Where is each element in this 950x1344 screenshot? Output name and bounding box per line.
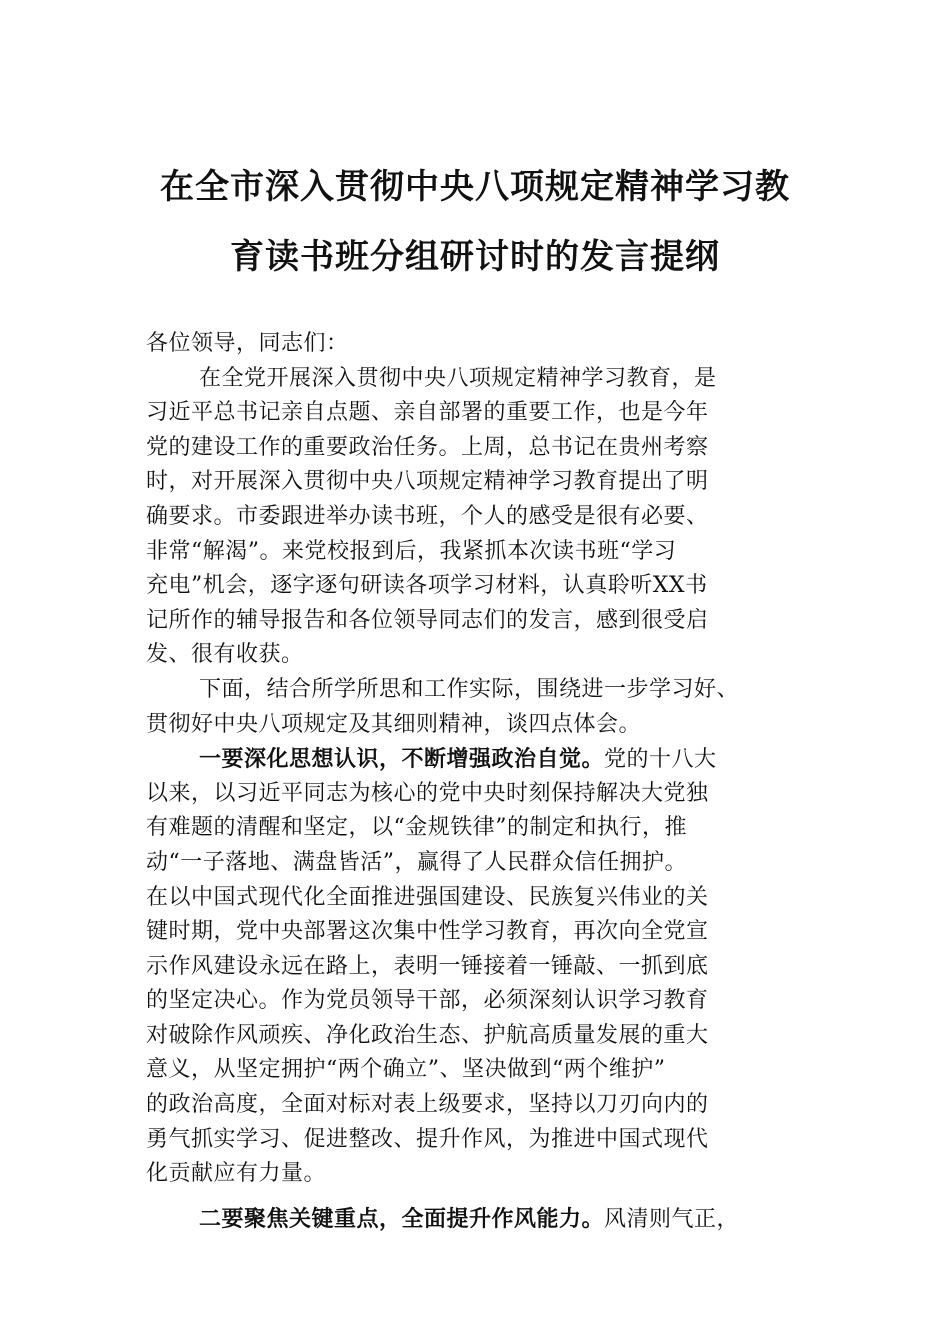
text-line: 党的建设工作的重要政治任务。上周，总书记在贵州考察 <box>146 434 709 460</box>
text-line: 习近平总书记亲自点题、亲自部署的重要工作，也是今年 <box>146 400 709 426</box>
salutation: 各位领导，同志们： <box>146 331 349 356</box>
text-line: 的政治高度，全面对标对表上级要求，坚持以刀刃向内的 <box>146 1092 709 1118</box>
title-line-2: 育读书班分组研讨时的发言提纲 <box>230 237 720 277</box>
text-line: 有难题的清醒和坚定，以“金规铁律”的制定和执行，推 <box>146 815 687 841</box>
paragraph-point-1 <box>146 742 826 1192</box>
point-2-lead: 风清则气正， <box>604 1206 740 1232</box>
document-title <box>120 152 830 292</box>
text-line: 以来，以习近平同志为核心的党中央时刻保持解决大党独 <box>146 780 709 806</box>
text-line: 非常“解渴”。来党校报到后，我紧抓本次读书班“学习 <box>146 538 677 564</box>
text-line <box>146 742 826 777</box>
point-1-lead: 党的十八大 <box>604 747 717 773</box>
text-line: 发、很有收获。 <box>146 642 304 668</box>
text-line: 贯彻好中央八项规定及其细则精神，谈四点体会。 <box>146 711 642 737</box>
text-line: 记所作的辅导报告和各位领导同志们的发言，感到很受启 <box>146 607 709 633</box>
text-line: 确要求。市委跟进举办读书班，个人的感受是很有必要、 <box>146 503 709 529</box>
text-line: 动“一子落地、满盘皆活”，赢得了人民群众信任拥护。 <box>146 849 687 875</box>
text-line: 示作风建设永远在路上，表明一锤接着一锤敲、一抓到底 <box>146 953 709 979</box>
paragraph-intro <box>146 362 826 673</box>
text-line: 在以中国式现代化全面推进强国建设、民族复兴伟业的关 <box>146 884 709 910</box>
paragraph-point-2 <box>146 1202 826 1237</box>
text-line: 在全党开展深入贯彻中央八项规定精神学习教育，是 <box>199 365 717 391</box>
text-line: 时，对开展深入贯彻中央八项规定精神学习教育提出了明 <box>146 469 709 495</box>
text-line: 勇气抓实学习、促进整改、提升作风，为推进中国式现代 <box>146 1126 709 1152</box>
text-line: 键时期，党中央部署这次集中性学习教育，再次向全党宣 <box>146 919 709 945</box>
point-2-heading: 二要聚焦关键重点，全面提升作风能力。 <box>199 1205 605 1232</box>
text-line: 对破除作风顽疾、净化政治生态、护航高质量发展的重大 <box>146 1022 709 1048</box>
document-body <box>146 327 826 1236</box>
text-line: 化贡献应有力量。 <box>146 1161 327 1187</box>
title-line-1: 在全市深入贯彻中央八项规定精神学习教 <box>160 167 790 207</box>
text-line <box>146 1202 826 1237</box>
text-line: 意义，从坚定拥护“两个确立”、坚决做到“两个维护” <box>146 1057 666 1083</box>
text-line: 下面，结合所学所思和工作实际，围绕进一步学习好、 <box>199 676 740 702</box>
text-line: 充电”机会，逐字逐句研读各项学习材料，认真聆听XX书 <box>146 573 708 599</box>
point-1-heading: 一要深化思想认识，不断增强政治自觉。 <box>199 746 605 773</box>
text-line: 的坚定决心。作为党员领导干部，必须深刻认识学习教育 <box>146 988 709 1014</box>
paragraph-overview <box>146 673 826 742</box>
